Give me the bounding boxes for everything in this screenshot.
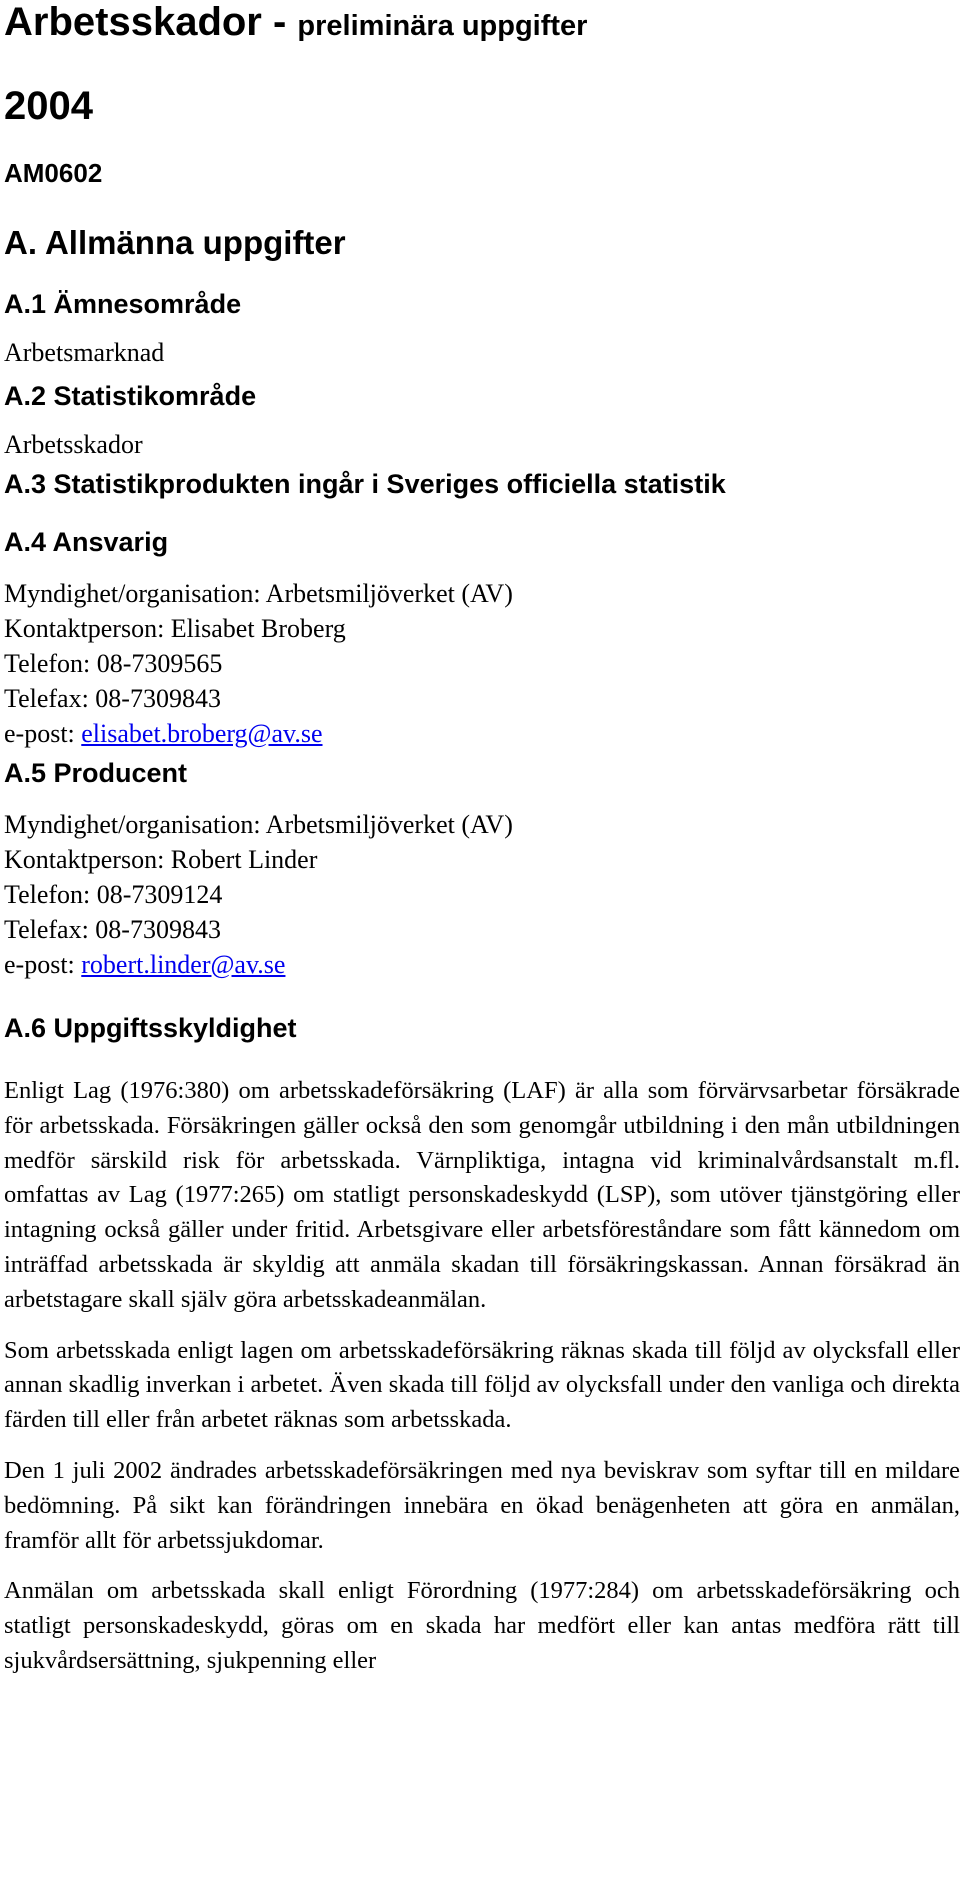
- a4-email-label: e-post:: [4, 719, 82, 748]
- a3-heading: A.3 Statistikprodukten ingår i Sveriges officiella statistik: [4, 469, 726, 499]
- a4-email-line: [4, 716, 960, 751]
- a5-contact-person: Kontaktperson: Robert Linder: [4, 845, 318, 874]
- a6-paragraph-1: Enligt Lag (1976:380) om arbetsskadeförsäkring (LAF) är alla som förvärvsarbetar försäkrade för arbetsskada. Försäkringen gäller också den som genomgår utbildning i den mån utbildningen medför särskild risk för arbetsskada. Värnpliktiga, intagna vid kriminalvårdsanstalt m.fl. omfattas av Lag (1977:265) om statligt personskadeskydd (LSP), som utöver tjänstgöring eller intagning också gäller under fritid. Arbetsgivare eller arbetsföreståndare som fått kännedom om inträffad arbetsskada är skyldig att anmäla skadan till försäkringskassan. Annan försäkrad än arbetstagare skall själv göra arbetsskadeanmälan.: [4, 1077, 960, 1313]
- document-page: [4, 0, 960, 1679]
- a6-heading: A.6 Uppgiftsskyldighet: [4, 1013, 297, 1043]
- a4-contact-block: [4, 576, 960, 751]
- a5-email-line: [4, 947, 960, 982]
- a6-paragraph-2: Som arbetsskada enligt lagen om arbetsskadeförsäkring räknas skada till följd av olycksfall eller annan skadlig inverkan i arbetet. Även skada till följd av olycksfall under den vanliga och direkta färden till eller från arbetet räknas som arbetsskada.: [4, 1336, 960, 1434]
- a5-contact-block: [4, 807, 960, 982]
- a6-paragraph-4: Anmälan om arbetsskada skall enligt Förordning (1977:284) om arbetsskadeförsäkring och statligt personskadeskydd, göras om en skada har medfört eller kan antas medföra rätt till sjukvårdsersättning, sjukpenning eller: [4, 1577, 960, 1674]
- a4-phone: Telefon: 08-7309565: [4, 649, 223, 678]
- section-a-heading: A. Allmänna uppgifter: [4, 224, 346, 261]
- a4-org: Myndighet/organisation: Arbetsmiljöverket (AV): [4, 579, 513, 608]
- a2-value: Arbetsskador: [4, 430, 143, 459]
- a5-email-label: e-post:: [4, 950, 82, 979]
- product-code: AM0602: [4, 158, 103, 188]
- document-title: [4, 0, 960, 48]
- a4-fax: Telefax: 08-7309843: [4, 684, 221, 713]
- a1-heading: A.1 Ämnesområde: [4, 289, 242, 319]
- a5-fax: Telefax: 08-7309843: [4, 915, 221, 944]
- a5-email-link[interactable]: robert.linder@av.se: [81, 950, 286, 979]
- a4-email-link[interactable]: elisabet.broberg@av.se: [81, 719, 323, 748]
- a5-heading: A.5 Producent: [4, 758, 188, 788]
- a4-heading: A.4 Ansvarig: [4, 527, 169, 557]
- title-main: Arbetsskador -: [4, 0, 298, 44]
- a5-org: Myndighet/organisation: Arbetsmiljöverket (AV): [4, 810, 513, 839]
- a6-paragraph-3: Den 1 juli 2002 ändrades arbetsskadeförsäkringen med nya beviskrav som syftar till en mildare bedömning. På sikt kan förändringen innebära en ökad benägenheten att göra en anmälan, framför allt för arbetssjukdomar.: [4, 1456, 960, 1554]
- a2-heading: A.2 Statistikområde: [4, 381, 257, 411]
- title-subtitle: preliminära uppgifter: [297, 10, 588, 42]
- document-year: 2004: [4, 84, 93, 128]
- a1-value: Arbetsmarknad: [4, 338, 165, 367]
- a4-contact-person: Kontaktperson: Elisabet Broberg: [4, 614, 346, 643]
- a5-phone: Telefon: 08-7309124: [4, 880, 223, 909]
